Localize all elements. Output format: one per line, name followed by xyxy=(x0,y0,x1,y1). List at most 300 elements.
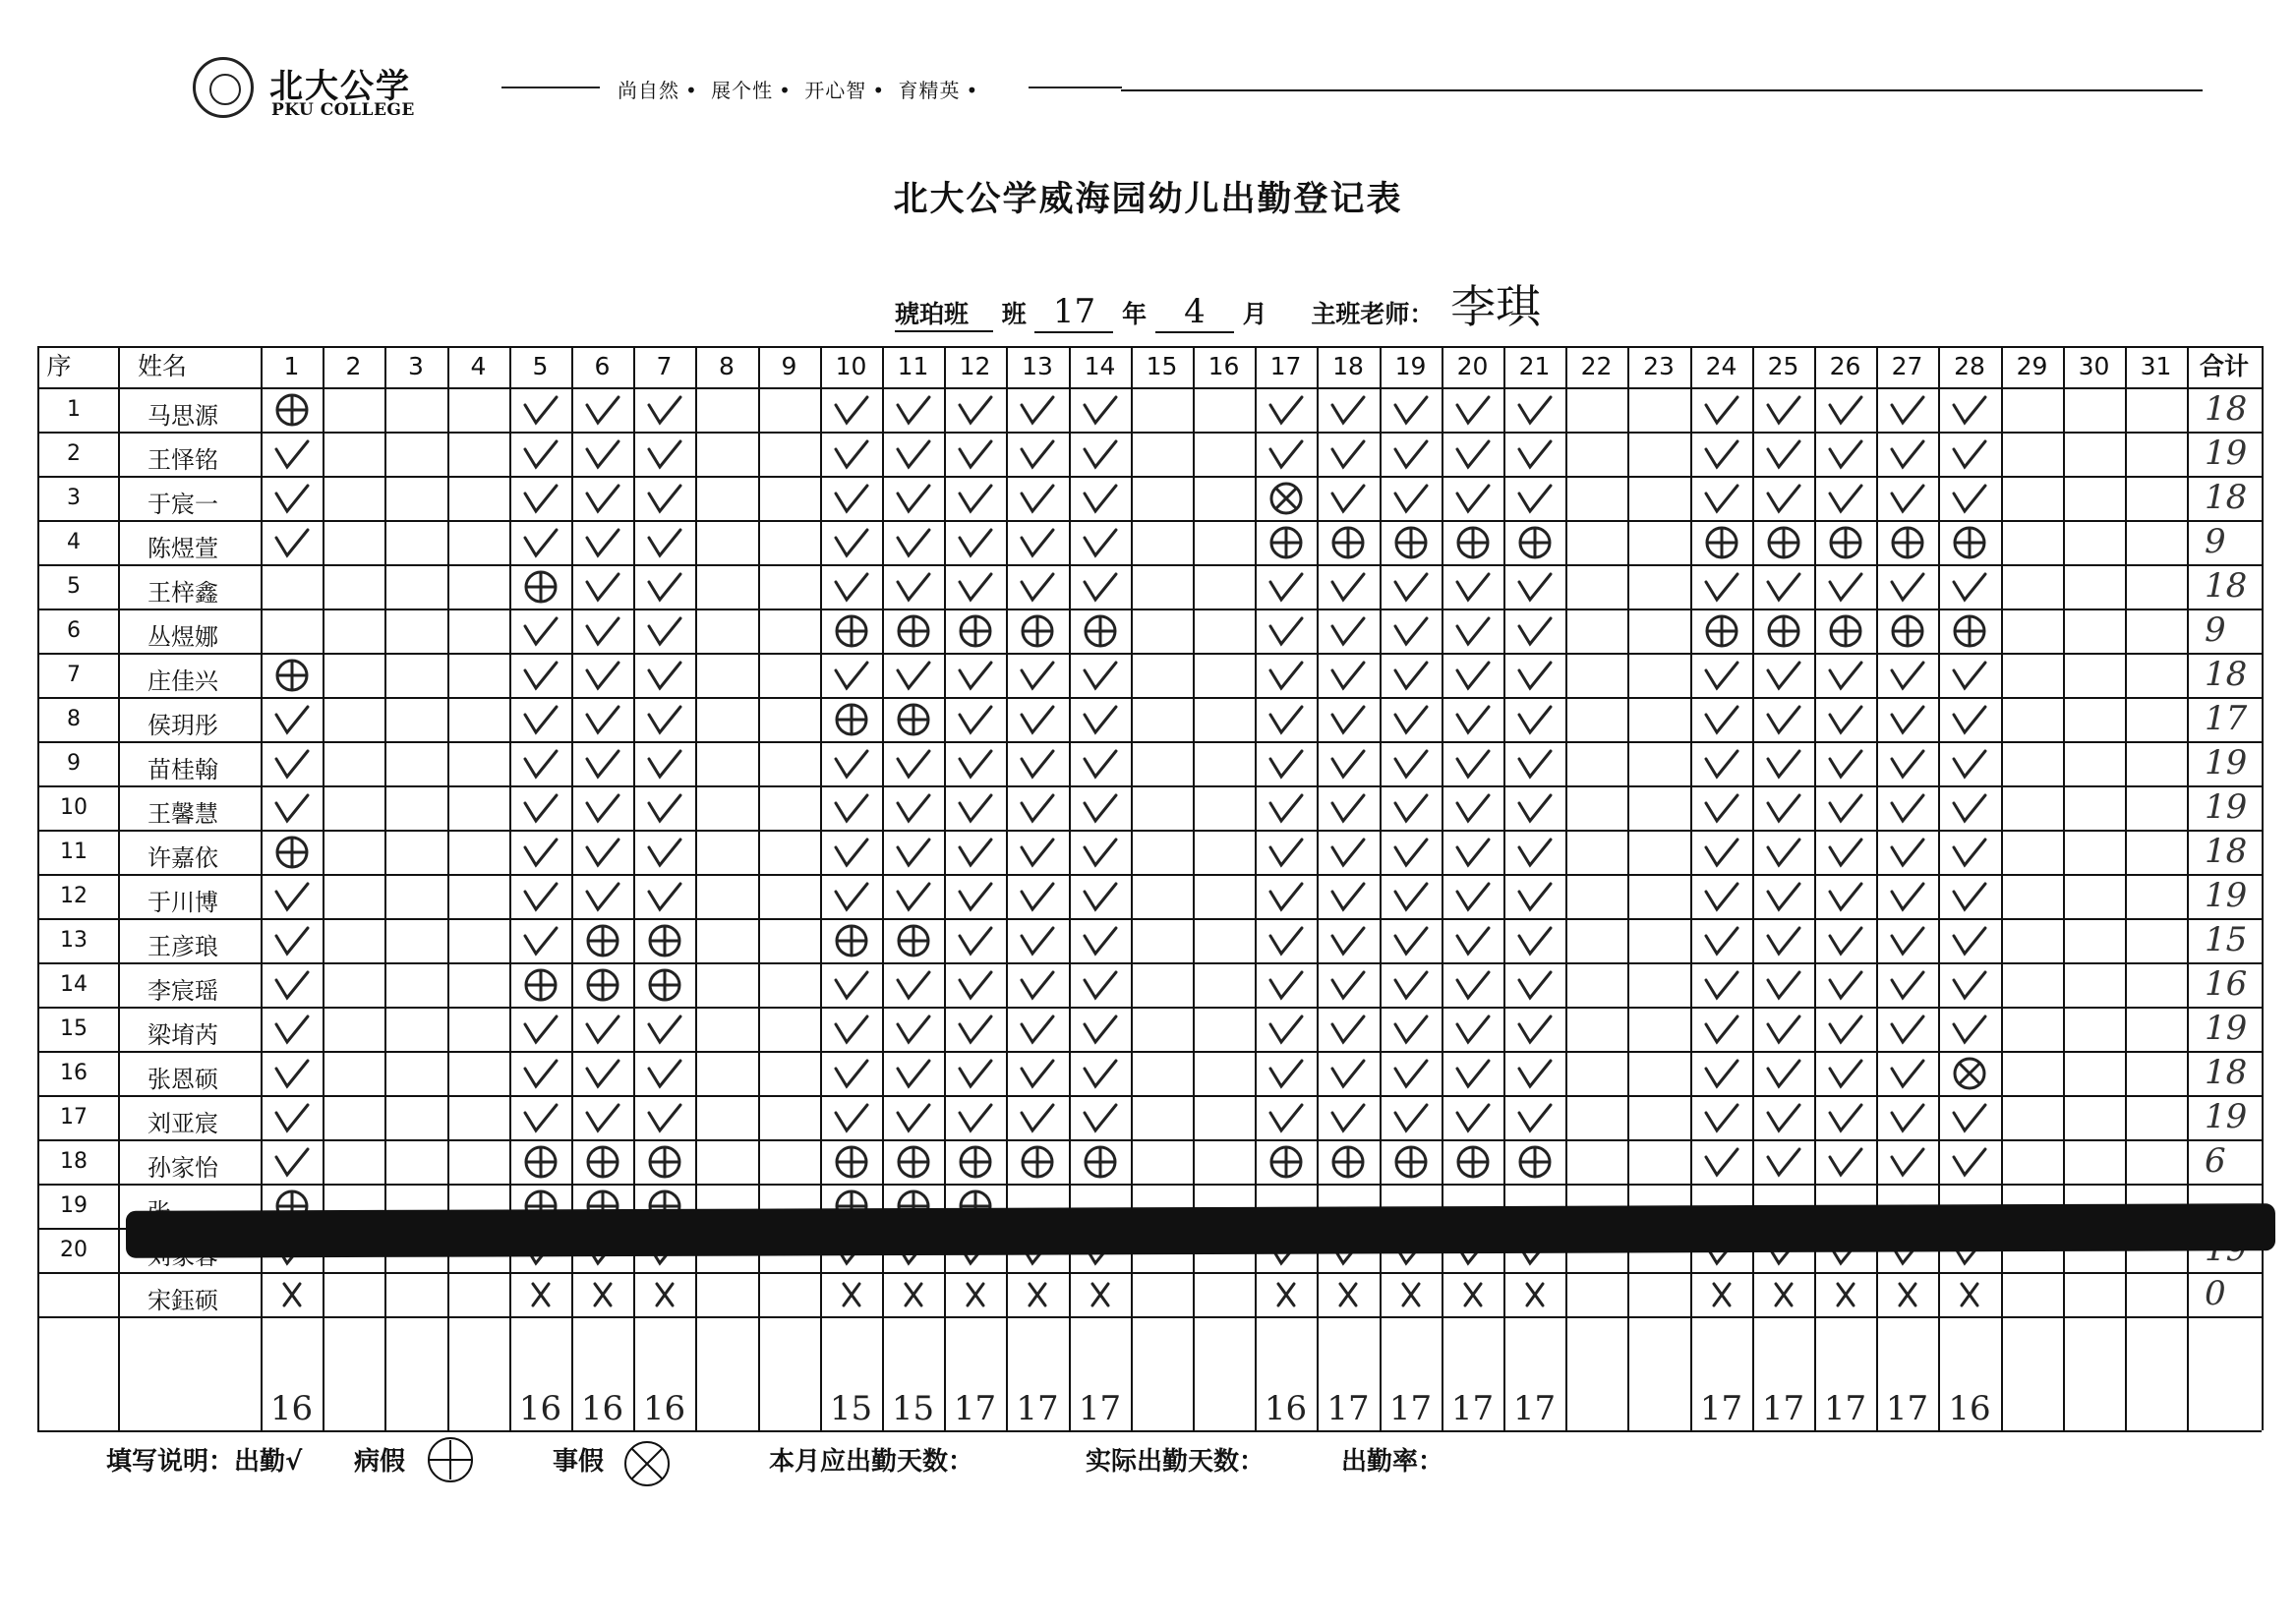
present-check-icon xyxy=(1451,484,1495,511)
table-column-line xyxy=(1938,346,1940,1430)
table-row-line xyxy=(37,830,2262,832)
present-check-icon xyxy=(1451,395,1495,423)
day-total: 16 xyxy=(269,1389,314,1428)
present-check-icon xyxy=(581,882,624,909)
present-check-icon xyxy=(1079,1014,1122,1042)
present-check-icon xyxy=(1824,749,1867,777)
row-total: 9 xyxy=(2205,522,2226,561)
present-check-icon xyxy=(1079,926,1122,954)
present-check-icon xyxy=(1389,1103,1433,1130)
table-column-line xyxy=(509,346,511,1430)
day-header: 2 xyxy=(345,352,362,380)
present-check-icon xyxy=(1265,1014,1308,1042)
table-column-line xyxy=(1069,346,1071,1430)
day-total: 16 xyxy=(580,1389,624,1428)
table-row-line xyxy=(37,1316,2262,1318)
student-name: 刘亚宸 xyxy=(147,1110,218,1137)
present-check-icon xyxy=(830,572,873,600)
present-check-icon xyxy=(270,1147,314,1175)
present-check-icon xyxy=(1389,749,1433,777)
present-check-icon xyxy=(1016,705,1059,732)
row-total: 0 xyxy=(2205,1274,2226,1313)
present-check-icon xyxy=(1700,1103,1743,1130)
day-header: 13 xyxy=(1022,352,1053,380)
table-column-line xyxy=(1565,346,1567,1430)
student-name: 丛煜娜 xyxy=(147,623,218,651)
year-label: 年 xyxy=(1122,300,1148,328)
sick-leave-icon xyxy=(830,1147,873,1175)
present-check-icon xyxy=(581,705,624,732)
present-check-icon xyxy=(1079,395,1122,423)
day-total: 16 xyxy=(1264,1389,1308,1428)
present-check-icon xyxy=(1389,661,1433,688)
present-check-icon xyxy=(1700,661,1743,688)
personal-leave-icon xyxy=(625,1449,669,1477)
present-check-icon xyxy=(830,661,873,688)
present-check-icon xyxy=(1265,882,1308,909)
table-row-line xyxy=(37,653,2262,655)
day-header: 30 xyxy=(2078,352,2110,380)
day-header: 15 xyxy=(1146,352,1178,380)
present-check-icon xyxy=(519,439,562,467)
table-column-line xyxy=(1255,346,1257,1430)
day-header: 24 xyxy=(1705,352,1737,380)
present-check-icon xyxy=(830,1014,873,1042)
present-check-icon xyxy=(519,926,562,954)
motto-divider-right xyxy=(1029,87,1122,88)
present-check-icon xyxy=(1451,661,1495,688)
present-check-icon xyxy=(1700,572,1743,600)
present-check-icon xyxy=(1700,882,1743,909)
table-column-line xyxy=(758,346,760,1430)
sick-leave-icon xyxy=(1948,528,1991,555)
present-check-icon xyxy=(581,1014,624,1042)
student-name: 王梓鑫 xyxy=(147,579,218,607)
present-check-icon xyxy=(1824,439,1867,467)
present-check-icon xyxy=(1824,395,1867,423)
table-column-line xyxy=(1503,346,1505,1430)
present-check-icon xyxy=(1513,484,1557,511)
row-seq: 20 xyxy=(60,1238,88,1262)
present-check-icon xyxy=(519,793,562,821)
present-check-icon xyxy=(1513,970,1557,998)
present-check-icon xyxy=(1079,705,1122,732)
present-check-icon xyxy=(892,395,935,423)
row-total: 18 xyxy=(2205,655,2248,694)
page-title: 北大公学威海园幼儿出勤登记表 xyxy=(893,180,1403,219)
present-check-icon xyxy=(1389,572,1433,600)
table-column-line xyxy=(1814,346,1816,1430)
present-check-icon xyxy=(1079,661,1122,688)
present-check-icon xyxy=(892,970,935,998)
day-total: 17 xyxy=(1326,1389,1370,1428)
present-check-icon xyxy=(270,439,314,467)
present-check-icon xyxy=(1824,882,1867,909)
day-header: 27 xyxy=(1891,352,1923,380)
present-check-icon xyxy=(1762,484,1805,511)
present-check-icon xyxy=(1886,484,1929,511)
present-check-icon xyxy=(581,528,624,555)
sick-leave-icon xyxy=(270,395,314,423)
present-check-icon xyxy=(1016,793,1059,821)
legend-sick: 病假 xyxy=(354,1447,406,1477)
present-check-icon xyxy=(270,882,314,909)
month-value: 4 xyxy=(1155,292,1234,333)
present-check-icon xyxy=(830,1059,873,1086)
present-check-icon xyxy=(1451,572,1495,600)
present-check-icon xyxy=(1700,439,1743,467)
student-name: 许嘉依 xyxy=(147,844,218,872)
present-check-icon xyxy=(954,1014,997,1042)
absent-x-icon xyxy=(1824,1280,1867,1307)
present-check-icon xyxy=(1016,970,1059,998)
row-total: 19 xyxy=(2205,787,2248,827)
present-check-icon xyxy=(1326,838,1370,865)
table-row-line xyxy=(37,1139,2262,1141)
present-check-icon xyxy=(581,838,624,865)
table-row-line xyxy=(37,564,2262,566)
row-total: 16 xyxy=(2205,964,2248,1004)
row-seq: 5 xyxy=(67,574,81,599)
present-check-icon xyxy=(1762,882,1805,909)
motto-item: 育精英 xyxy=(898,79,961,102)
present-check-icon xyxy=(1948,395,1991,423)
sick-leave-icon xyxy=(1886,616,1929,644)
sick-leave-icon xyxy=(581,926,624,954)
present-check-icon xyxy=(519,749,562,777)
redaction-bar xyxy=(126,1203,2275,1258)
table-column-line xyxy=(2262,346,2264,1430)
row-total: 19 xyxy=(2205,434,2248,473)
present-check-icon xyxy=(270,749,314,777)
present-check-icon xyxy=(1326,705,1370,732)
present-check-icon xyxy=(270,970,314,998)
row-seq: 13 xyxy=(60,928,88,953)
present-check-icon xyxy=(643,572,686,600)
present-check-icon xyxy=(954,1059,997,1086)
table-column-line xyxy=(882,346,884,1430)
present-check-icon xyxy=(1513,395,1557,423)
day-header: 14 xyxy=(1084,352,1116,380)
present-check-icon xyxy=(643,793,686,821)
day-total: 17 xyxy=(953,1389,997,1428)
present-check-icon xyxy=(1824,1147,1867,1175)
present-check-icon xyxy=(1948,705,1991,732)
present-check-icon xyxy=(1326,439,1370,467)
sick-leave-icon xyxy=(1762,528,1805,555)
present-check-icon xyxy=(270,528,314,555)
present-check-icon xyxy=(1079,793,1122,821)
present-check-icon xyxy=(954,970,997,998)
row-total: 6 xyxy=(2205,1141,2226,1181)
present-check-icon xyxy=(830,838,873,865)
present-check-icon xyxy=(1824,705,1867,732)
year-value: 17 xyxy=(1034,292,1113,333)
row-total: 18 xyxy=(2205,1053,2248,1092)
present-check-icon xyxy=(830,528,873,555)
row-seq: 19 xyxy=(60,1193,88,1218)
sick-leave-icon xyxy=(1513,528,1557,555)
present-check-icon xyxy=(1762,1103,1805,1130)
row-seq: 14 xyxy=(60,972,88,997)
present-check-icon xyxy=(892,1014,935,1042)
day-header: 6 xyxy=(594,352,611,380)
row-seq: 3 xyxy=(67,486,81,510)
school-logo xyxy=(193,57,507,126)
present-check-icon xyxy=(1886,838,1929,865)
row-total: 17 xyxy=(2205,699,2248,738)
present-check-icon xyxy=(1326,1014,1370,1042)
present-check-icon xyxy=(1700,395,1743,423)
present-check-icon xyxy=(1513,661,1557,688)
legend-personal: 事假 xyxy=(553,1447,605,1477)
present-check-icon xyxy=(1326,749,1370,777)
present-check-icon xyxy=(1016,838,1059,865)
present-check-icon xyxy=(1389,838,1433,865)
day-header: 8 xyxy=(719,352,735,380)
day-header: 9 xyxy=(781,352,797,380)
present-check-icon xyxy=(1326,926,1370,954)
present-check-icon xyxy=(1948,439,1991,467)
day-total: 16 xyxy=(518,1389,562,1428)
present-check-icon xyxy=(954,705,997,732)
present-check-icon xyxy=(519,484,562,511)
student-name: 宋鈺硕 xyxy=(147,1287,218,1314)
sick-leave-icon xyxy=(830,705,873,732)
present-check-icon xyxy=(643,1014,686,1042)
present-check-icon xyxy=(1886,1103,1929,1130)
present-check-icon xyxy=(892,528,935,555)
present-check-icon xyxy=(1762,1147,1805,1175)
day-header: 4 xyxy=(470,352,487,380)
present-check-icon xyxy=(1451,705,1495,732)
row-total: 18 xyxy=(2205,478,2248,517)
row-total: 18 xyxy=(2205,832,2248,871)
table-column-line xyxy=(447,346,449,1430)
day-header: 19 xyxy=(1394,352,1427,380)
personal-leave-icon xyxy=(1948,1059,1991,1086)
present-check-icon xyxy=(1016,1014,1059,1042)
present-check-icon xyxy=(1948,970,1991,998)
row-seq: 11 xyxy=(60,840,88,864)
present-check-icon xyxy=(1700,1147,1743,1175)
sick-leave-icon xyxy=(270,838,314,865)
table-row-line xyxy=(37,874,2262,876)
present-check-icon xyxy=(1326,882,1370,909)
present-check-icon xyxy=(1265,616,1308,644)
absent-x-icon xyxy=(1389,1280,1433,1307)
table-column-line xyxy=(820,346,822,1430)
row-total: 15 xyxy=(2205,920,2248,959)
present-check-icon xyxy=(1513,749,1557,777)
present-check-icon xyxy=(1762,970,1805,998)
row-total: 19 xyxy=(2205,1097,2248,1136)
present-check-icon xyxy=(581,439,624,467)
sick-leave-icon xyxy=(643,926,686,954)
present-check-icon xyxy=(1389,882,1433,909)
present-check-icon xyxy=(1265,395,1308,423)
table-column-line xyxy=(1380,346,1382,1430)
present-check-icon xyxy=(1016,882,1059,909)
present-check-icon xyxy=(954,793,997,821)
table-row-line xyxy=(37,785,2262,787)
present-check-icon xyxy=(830,970,873,998)
present-check-icon xyxy=(1265,1059,1308,1086)
present-check-icon xyxy=(519,838,562,865)
table-column-line xyxy=(1442,346,1443,1430)
present-check-icon xyxy=(1451,1059,1495,1086)
present-check-icon xyxy=(519,616,562,644)
student-name: 李宸瑶 xyxy=(147,977,218,1005)
present-check-icon xyxy=(1326,1059,1370,1086)
student-name: 王彦琅 xyxy=(147,933,218,960)
sick-leave-icon xyxy=(1451,1147,1495,1175)
absent-x-icon xyxy=(1326,1280,1370,1307)
present-check-icon xyxy=(1513,1014,1557,1042)
sick-leave-icon xyxy=(581,1147,624,1175)
student-name: 马思源 xyxy=(147,402,218,430)
present-check-icon xyxy=(270,793,314,821)
table-row-line xyxy=(37,1007,2262,1009)
present-check-icon xyxy=(1513,439,1557,467)
day-header: 29 xyxy=(2016,352,2048,380)
present-check-icon xyxy=(581,616,624,644)
present-check-icon xyxy=(830,882,873,909)
row-seq: 9 xyxy=(67,751,81,776)
present-check-icon xyxy=(1948,882,1991,909)
absent-x-icon xyxy=(1948,1280,1991,1307)
sick-leave-icon xyxy=(892,705,935,732)
student-name: 孙家怡 xyxy=(147,1154,218,1182)
absent-x-icon xyxy=(1513,1280,1557,1307)
table-row-line xyxy=(37,387,2262,389)
present-check-icon xyxy=(954,926,997,954)
present-check-icon xyxy=(1326,970,1370,998)
sick-leave-icon xyxy=(1700,528,1743,555)
sick-leave-icon xyxy=(830,926,873,954)
present-check-icon xyxy=(954,572,997,600)
present-check-icon xyxy=(830,395,873,423)
table-column-line xyxy=(1690,346,1692,1430)
present-check-icon xyxy=(954,882,997,909)
row-seq: 7 xyxy=(67,663,81,687)
absent-x-icon xyxy=(643,1280,686,1307)
present-check-icon xyxy=(1824,1103,1867,1130)
school-seal-icon xyxy=(193,57,254,118)
present-check-icon xyxy=(519,1103,562,1130)
present-check-icon xyxy=(1389,705,1433,732)
present-check-icon xyxy=(643,838,686,865)
present-check-icon xyxy=(581,1103,624,1130)
teacher-label: 主班老师： xyxy=(1311,300,1435,328)
present-check-icon xyxy=(954,1103,997,1130)
present-check-icon xyxy=(1326,572,1370,600)
present-check-icon xyxy=(1700,970,1743,998)
table-column-line xyxy=(633,346,635,1430)
row-total: 9 xyxy=(2205,610,2226,650)
sick-leave-icon xyxy=(1886,528,1929,555)
present-check-icon xyxy=(1886,1147,1929,1175)
present-check-icon xyxy=(1389,439,1433,467)
present-check-icon xyxy=(1886,882,1929,909)
sick-leave-icon xyxy=(1326,1147,1370,1175)
present-check-icon xyxy=(1079,838,1122,865)
day-header: 20 xyxy=(1456,352,1489,380)
present-check-icon xyxy=(1326,1103,1370,1130)
present-check-icon xyxy=(892,1059,935,1086)
present-check-icon xyxy=(519,882,562,909)
present-check-icon xyxy=(643,749,686,777)
month-label: 月 xyxy=(1242,300,1267,328)
absent-x-icon xyxy=(830,1280,873,1307)
present-check-icon xyxy=(1886,1014,1929,1042)
present-check-icon xyxy=(1016,528,1059,555)
day-total: 17 xyxy=(1699,1389,1743,1428)
sick-leave-icon xyxy=(519,1147,562,1175)
table-row-line xyxy=(37,962,2262,964)
sick-leave-icon xyxy=(1824,528,1867,555)
present-check-icon xyxy=(830,793,873,821)
present-check-icon xyxy=(643,616,686,644)
present-check-icon xyxy=(1079,1059,1122,1086)
legend-should-days: 本月应出勤天数： xyxy=(769,1447,974,1477)
present-check-icon xyxy=(1451,1014,1495,1042)
present-check-icon xyxy=(1265,838,1308,865)
day-total: 16 xyxy=(642,1389,686,1428)
sick-leave-icon xyxy=(830,616,873,644)
table-column-line xyxy=(944,346,946,1430)
row-seq: 15 xyxy=(60,1016,88,1041)
present-check-icon xyxy=(1700,705,1743,732)
student-name: 苗桂翰 xyxy=(147,756,218,783)
day-header: 10 xyxy=(835,352,867,380)
absent-x-icon xyxy=(270,1280,314,1307)
sick-leave-icon xyxy=(1700,616,1743,644)
class-label: 班 xyxy=(1001,300,1027,328)
present-check-icon xyxy=(1326,661,1370,688)
absent-x-icon xyxy=(1265,1280,1308,1307)
sick-leave-icon xyxy=(1326,528,1370,555)
present-check-icon xyxy=(643,882,686,909)
present-check-icon xyxy=(270,705,314,732)
legend-actual-days: 实际出勤天数： xyxy=(1086,1447,1266,1477)
present-check-icon xyxy=(270,484,314,511)
sick-leave-icon xyxy=(429,1445,472,1473)
table-column-line xyxy=(384,346,386,1430)
sick-leave-icon xyxy=(1762,616,1805,644)
present-check-icon xyxy=(1016,749,1059,777)
row-seq: 16 xyxy=(60,1061,88,1085)
absent-x-icon xyxy=(1700,1280,1743,1307)
present-check-icon xyxy=(1265,572,1308,600)
teacher-signature: 李琪 xyxy=(1450,280,1542,333)
present-check-icon xyxy=(519,1014,562,1042)
present-check-icon xyxy=(1513,882,1557,909)
present-check-icon xyxy=(1700,926,1743,954)
present-check-icon xyxy=(270,926,314,954)
present-check-icon xyxy=(1016,661,1059,688)
present-check-icon xyxy=(519,661,562,688)
day-header: 21 xyxy=(1518,352,1551,380)
absent-x-icon xyxy=(1762,1280,1805,1307)
present-check-icon xyxy=(1762,705,1805,732)
present-check-icon xyxy=(1762,749,1805,777)
present-check-icon xyxy=(1948,926,1991,954)
sick-leave-icon xyxy=(270,661,314,688)
table-column-line xyxy=(261,346,263,1430)
sick-leave-icon xyxy=(519,572,562,600)
table-row-line xyxy=(37,520,2262,522)
